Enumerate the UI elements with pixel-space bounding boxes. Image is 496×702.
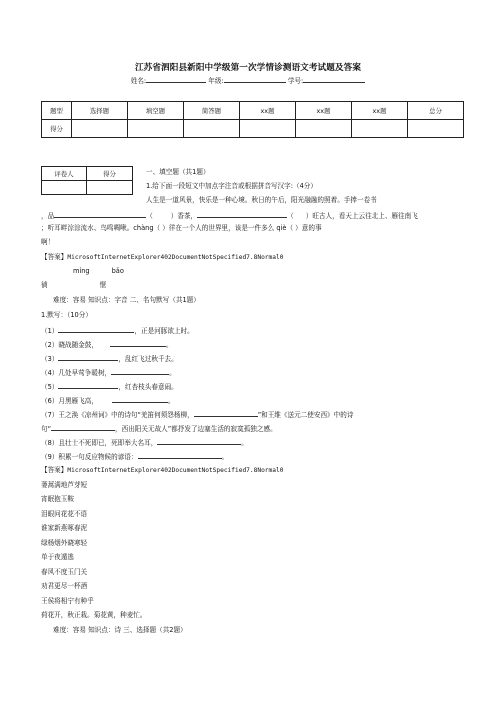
text-fragment: ）香茶， xyxy=(170,212,198,220)
question-text: 人生是一道风景，快乐是一种心境。秋日的午后，阳光融融的照着。手捧一卷书 xyxy=(146,196,377,204)
fill-item xyxy=(41,353,178,364)
page-title: 江苏省泗阳县新阳中学级第一次学情诊测语文考试题及答案 xyxy=(134,63,362,73)
score-table xyxy=(41,101,464,138)
score-row-label: 得分 xyxy=(42,120,72,138)
answer-item: 绿杨烟外晓寒轻 xyxy=(41,539,88,547)
answer-blank[interactable] xyxy=(54,210,146,218)
answer-label: 【答案】 xyxy=(41,466,68,474)
answer-text: MicrosoftInternetExplorer402DocumentNotSpecified7.8Normal0 xyxy=(67,467,284,474)
answer-blank[interactable] xyxy=(157,437,241,445)
score-header-cell: 简答题 xyxy=(184,102,240,120)
answer-item: 宵眠抱玉鞍 xyxy=(41,495,74,503)
text-fragment: 句“ xyxy=(41,425,52,433)
grade-label: 年级: xyxy=(208,77,224,85)
text-fragment: ”和王维《送元二使安西》中的诗 xyxy=(257,411,354,419)
answer-item: 劝君更尽一杯酒 xyxy=(41,582,88,590)
number-label: 学号: xyxy=(287,77,304,85)
text-fragment: 。 xyxy=(167,397,175,405)
text-fragment: ，西出阳关无故人”都抒发了边塞生活的寂寞孤独之感。 xyxy=(115,425,277,433)
answer-blank[interactable] xyxy=(111,367,169,375)
grade-field[interactable] xyxy=(224,82,286,83)
answer-item: 谁家新燕啄春泥 xyxy=(41,524,88,532)
answer-blank[interactable] xyxy=(138,451,222,459)
answer-blank[interactable] xyxy=(194,409,258,417)
answer-blank[interactable] xyxy=(58,325,134,333)
question-text: 1.默写：（10分） xyxy=(41,311,92,319)
pinyin: bǎo xyxy=(111,267,124,275)
answer-item: 单于夜遁逃 xyxy=(41,553,74,561)
answer-label: 【答案】 xyxy=(41,253,68,261)
fill-item xyxy=(41,367,176,378)
answer-char: 徜 xyxy=(41,281,48,289)
text-fragment: （7）王之涣《凉州词》中的诗句“羌笛何须怨杨柳， xyxy=(41,411,194,419)
text-fragment: 。 xyxy=(221,453,229,461)
grader-score-cell[interactable] xyxy=(87,181,133,195)
answer-chars xyxy=(41,281,106,290)
fill-item xyxy=(41,325,194,336)
grader-score-label: 得分 xyxy=(87,167,133,181)
score-header-cell: xx题 xyxy=(352,102,408,120)
answer-blank[interactable] xyxy=(197,210,287,218)
score-header-cell: xx题 xyxy=(296,102,352,120)
answer-blank[interactable] xyxy=(110,339,166,347)
fill-item xyxy=(41,381,178,392)
score-cell[interactable] xyxy=(240,120,296,138)
text-fragment: ）旺古人，看天上云往北上、雁往南飞 xyxy=(305,212,418,220)
score-cell[interactable] xyxy=(408,120,464,138)
question-text xyxy=(41,210,418,221)
answer-line xyxy=(41,253,283,262)
score-header-cell: xx题 xyxy=(240,102,296,120)
score-header-cell: 题型 xyxy=(42,102,72,120)
section-heading: 一、填空题（共1题） xyxy=(146,168,210,176)
score-header-cell: 选择题 xyxy=(72,102,128,120)
answer-line xyxy=(41,466,283,475)
text-fragment: （ xyxy=(287,212,294,220)
fill-item xyxy=(41,437,248,448)
name-field[interactable] xyxy=(146,82,206,83)
text-fragment: 。 xyxy=(165,341,173,349)
answer-item: 荷花开，秋正栽。菊花黄，种麦忙。 xyxy=(41,611,147,619)
text-fragment: （ xyxy=(146,212,153,220)
score-cell[interactable] xyxy=(184,120,240,138)
name-label: 姓名: xyxy=(130,77,147,85)
answer-char: 惬 xyxy=(99,281,107,289)
score-table-header-row xyxy=(42,102,464,120)
meta-line: 难度：容易 知识点：诗 三、选择题（共2题） xyxy=(53,626,187,634)
text-fragment: ，正是河豚欲上时。 xyxy=(134,327,194,335)
question-text: 1.给下面一段短文中加点字注音或根据拼音写汉字:（4分） xyxy=(146,182,317,190)
text-fragment: （6）月黑雁飞高， xyxy=(41,397,98,405)
grader-cell[interactable] xyxy=(42,181,87,195)
pinyin: míng xyxy=(73,267,90,275)
text-fragment: （3） xyxy=(41,355,59,363)
answer-text: MicrosoftInternetExplorer402DocumentNotSpecified7.8Normal0 xyxy=(67,254,284,261)
number-field[interactable] xyxy=(303,82,365,83)
score-cell[interactable] xyxy=(128,120,184,138)
fill-item xyxy=(41,395,175,406)
fill-item xyxy=(41,409,353,420)
score-table-row xyxy=(42,120,464,138)
text-fragment: （9）积累一句反应物候的谚语： xyxy=(41,453,138,461)
answer-item: 王侯将相宁有种乎 xyxy=(41,597,94,605)
answer-blank[interactable] xyxy=(112,395,168,403)
score-cell[interactable] xyxy=(352,120,408,138)
answer-item: 蒌蒿满地芦芽短 xyxy=(41,481,88,489)
answer-item: 泪眼问花花不语 xyxy=(41,510,88,518)
answer-item: 春风不度玉门关 xyxy=(41,568,88,576)
fill-item xyxy=(41,423,277,434)
pinyin-line xyxy=(73,267,124,276)
answer-blank[interactable] xyxy=(51,423,115,431)
text-fragment: ，品 xyxy=(41,212,55,220)
text-fragment: （4）几处早莺争暖树， xyxy=(41,369,112,377)
score-cell[interactable] xyxy=(296,120,352,138)
text-fragment: （1） xyxy=(41,327,59,335)
score-header-cell: 总分 xyxy=(408,102,464,120)
text-fragment: 。 xyxy=(169,369,176,377)
answer-blank[interactable] xyxy=(58,381,118,389)
text-fragment: 。 xyxy=(241,439,248,447)
text-fragment: （8）且壮士不死即已，死即举大名耳， xyxy=(41,439,158,447)
fill-item xyxy=(41,451,228,462)
fill-item xyxy=(41,339,173,350)
text-fragment: ，红杏枝头春意闹。 xyxy=(118,383,178,391)
student-info-line xyxy=(0,75,496,85)
score-cell[interactable] xyxy=(72,120,128,138)
grader-label: 评卷人 xyxy=(42,167,87,181)
question-text: 啊！ xyxy=(41,238,55,246)
text-fragment: （5） xyxy=(41,383,59,391)
text-fragment: ，乱红飞过秋千去。 xyxy=(118,355,178,363)
meta-line: 难度：容易 知识点：字音 二、名句默写（共1题） xyxy=(53,296,200,304)
text-fragment: （2）晓战随金鼓， xyxy=(41,341,98,349)
question-text: ；听耳畔淙淙流水、鸟鸣啁啾。chàng（ ）徉在一个人的世界里，该是一件多么 qiè（ ）意的事 xyxy=(41,224,322,232)
score-header-cell: 填空题 xyxy=(128,102,184,120)
answer-blank[interactable] xyxy=(58,353,118,361)
grader-table xyxy=(41,166,133,195)
